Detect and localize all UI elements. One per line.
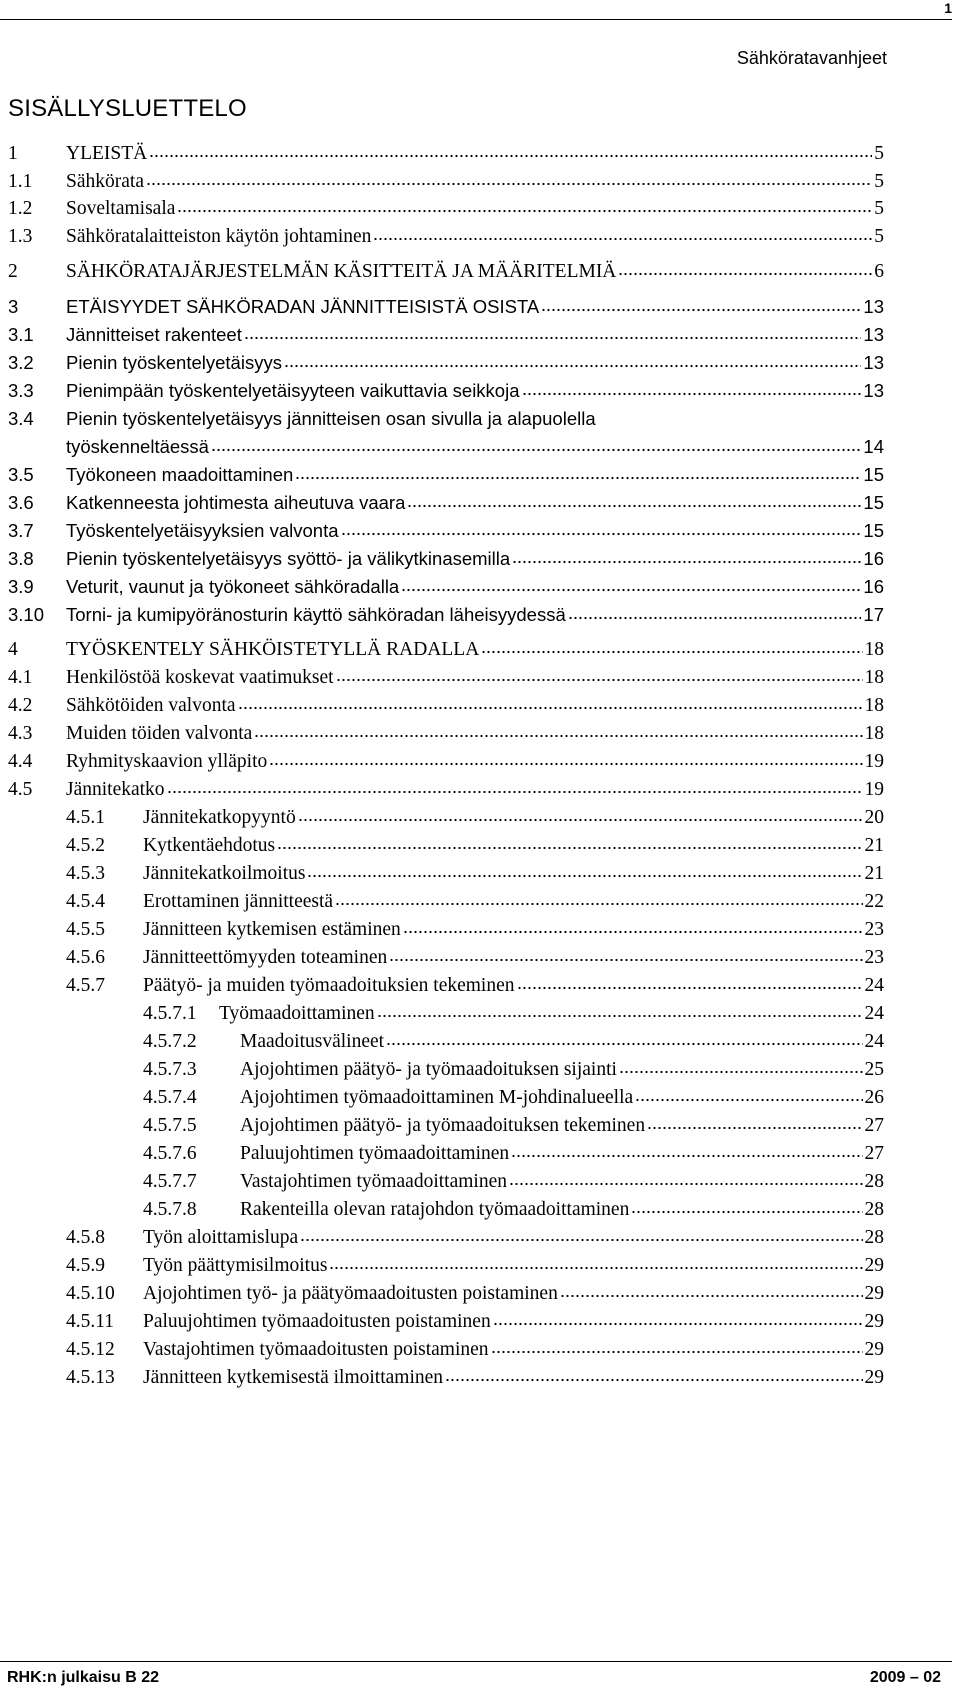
toc-dot-leader <box>522 390 862 396</box>
toc-entry-title: Sähköratalaitteiston käytön johtaminen <box>66 226 372 247</box>
toc-dot-leader <box>389 956 862 962</box>
toc-entry[interactable] <box>0 832 960 860</box>
toc-entry-number: 1.2 <box>8 198 33 219</box>
toc-entry-number: 4.5.7.6 <box>143 1143 197 1164</box>
toc-entry[interactable] <box>0 720 960 748</box>
toc-dot-leader <box>277 844 862 850</box>
toc-entry-title: YLEISTÄ <box>66 143 148 164</box>
toc-entry-page: 29 <box>864 1283 884 1304</box>
toc-entry-title: työskenneltäessä <box>66 436 209 457</box>
toc-entry-title: Sähkötöiden valvonta <box>66 695 236 716</box>
toc-entry-page: 18 <box>864 695 884 716</box>
footer-date: 2009 – 02 <box>869 1669 941 1686</box>
toc-entry[interactable] <box>0 1112 960 1140</box>
toc-entry-number: 3.8 <box>8 548 34 569</box>
toc-entry-page: 13 <box>863 324 884 345</box>
toc-entry-number: 3.3 <box>8 380 34 401</box>
toc-entry-page: 16 <box>863 576 884 597</box>
toc-entry-number: 3 <box>8 296 19 317</box>
toc-dot-leader <box>329 1264 862 1270</box>
toc-dot-leader <box>244 334 862 340</box>
toc-entry[interactable] <box>0 140 960 168</box>
toc-entry-title: Vastajohtimen työmaadoittaminen <box>240 1171 507 1192</box>
toc-entry-title: Maadoitusvälineet <box>240 1031 385 1052</box>
toc-dot-leader <box>481 648 862 654</box>
toc-entry-number: 3.9 <box>8 576 34 597</box>
toc-dot-leader <box>300 1236 862 1242</box>
toc-dot-leader <box>373 235 872 241</box>
toc-entry-title: ETÄISYYDET SÄHKÖRADAN JÄNNITTEISISTÄ OSISTA <box>66 296 540 317</box>
toc-entry-title: Pienin työskentelyetäisyys <box>66 352 282 373</box>
toc-entry-title: Jännitteettömyyden toteaminen <box>143 947 388 968</box>
toc-heading: SISÄLLYSLUETTELO <box>8 95 247 122</box>
toc-entry-title: Muiden töiden valvonta <box>66 723 253 744</box>
toc-entry-title: Pienimpään työskentelyetäisyyteen vaikuttavia seikkoja <box>66 380 520 401</box>
toc-entry-page: 28 <box>864 1171 884 1192</box>
toc-dot-leader <box>635 1096 862 1102</box>
toc-entry-number: 4.5.11 <box>66 1311 115 1332</box>
toc-entry-number: 4.5.7.3 <box>143 1059 197 1080</box>
toc-entry-title: Jännitteen kytkemisen estäminen <box>143 919 401 940</box>
toc-entry-title: Soveltamisala <box>66 198 176 219</box>
toc-entry-number: 2 <box>8 261 18 282</box>
toc-dot-leader <box>254 732 862 738</box>
toc-entry-page: 13 <box>863 296 884 317</box>
toc-entry-number: 4.3 <box>8 723 33 744</box>
toc-entry-number: 4.2 <box>8 695 33 716</box>
header-rule <box>0 19 952 20</box>
toc-entry-number: 4.5.9 <box>66 1255 105 1276</box>
toc-entry-title: Työn päättymisilmoitus <box>143 1255 328 1276</box>
toc-entry-page: 29 <box>864 1255 884 1276</box>
toc-entry-title: Pienin työskentelyetäisyys jännitteisen osan sivulla ja alapuolella <box>66 408 596 429</box>
toc-dot-leader <box>298 816 863 822</box>
toc-entry-number: 4 <box>8 639 18 660</box>
toc-entry-page: 21 <box>864 863 884 884</box>
toc-entry-title: Torni- ja kumipyöränosturin käyttö sähköradan läheisyydessä <box>66 604 566 625</box>
toc-entry-page: 5 <box>874 198 884 219</box>
toc-dot-leader <box>445 1376 862 1382</box>
toc-dot-leader <box>336 676 863 682</box>
toc-entry-page: 13 <box>863 352 884 373</box>
toc-entry-title: Jännitteen kytkemisestä ilmoittaminen <box>143 1367 444 1388</box>
toc-entry-title: Jännitekatkoilmoitus <box>143 863 306 884</box>
toc-entry-title: Henkilöstöä koskevat vaatimukset <box>66 667 334 688</box>
toc-entry-title: Jännitekatko <box>66 779 165 800</box>
toc-entry-number: 1.3 <box>8 226 33 247</box>
toc-entry-number: 4.5.7.7 <box>143 1171 197 1192</box>
toc-entry-number: 4.4 <box>8 751 33 772</box>
toc-dot-leader <box>647 1124 862 1130</box>
toc-entry-number: 3.10 <box>8 604 45 625</box>
toc-entry-number: 1 <box>8 143 18 164</box>
toc-dot-leader <box>619 1068 863 1074</box>
toc-dot-leader <box>509 1180 863 1186</box>
toc-entry-title: Työkoneen maadoittaminen <box>66 464 294 485</box>
toc-entry-number: 4.5.7.4 <box>143 1087 197 1108</box>
toc-entry-title: Veturit, vaunut ja työkoneet sähköradalla <box>66 576 400 597</box>
toc-entry-number: 4.5.6 <box>66 947 105 968</box>
toc-entry[interactable] <box>0 692 960 720</box>
toc-entry[interactable] <box>0 377 960 405</box>
toc-entry-number: 3.1 <box>8 324 34 345</box>
toc-entry[interactable] <box>0 1252 960 1280</box>
toc-dot-leader <box>386 1040 862 1046</box>
toc-entry-title: Sähkörata <box>66 171 144 192</box>
toc-entry[interactable] <box>0 1280 960 1308</box>
toc-entry[interactable] <box>0 1224 960 1252</box>
toc-entry-page: 19 <box>864 779 884 800</box>
toc-entry-page: 15 <box>863 464 884 485</box>
toc-entry-title: Ajojohtimen työmaadoittaminen M-johdinalueella <box>240 1087 634 1108</box>
toc-entry-page: 21 <box>864 835 884 856</box>
toc-entry-title: TYÖSKENTELY SÄHKÖISTETYLLÄ RADALLA <box>66 639 480 660</box>
toc-entry-page: 14 <box>863 436 884 457</box>
toc-entry-page: 26 <box>864 1087 884 1108</box>
toc-entry-page: 19 <box>864 751 884 772</box>
toc-entry[interactable] <box>0 636 960 664</box>
toc-entry-number: 4.5.7 <box>66 975 105 996</box>
toc-entry-title: Ajojohtimen työ- ja päätyömaadoitusten poistaminen <box>143 1283 558 1304</box>
toc-entry-page: 27 <box>864 1143 884 1164</box>
toc-entry-number: 4.5.5 <box>66 919 105 940</box>
toc-entry-title: Työmaadoittaminen <box>219 1003 375 1024</box>
toc-entry[interactable] <box>0 293 960 321</box>
toc-entry[interactable] <box>0 944 960 972</box>
toc-entry-title: Erottaminen jännitteestä <box>143 891 334 912</box>
toc-entry-number: 3.4 <box>8 408 34 429</box>
toc-entry-number: 4.5 <box>8 779 33 800</box>
toc-entry-title: Työn aloittamislupa <box>143 1227 299 1248</box>
toc-dot-leader <box>269 760 862 766</box>
toc-entry-title: Päätyö- ja muiden työmaadoituksien tekeminen <box>143 975 515 996</box>
toc-entry-title: Paluujohtimen työmaadoitusten poistaminen <box>143 1311 491 1332</box>
toc-entry-number: 4.5.2 <box>66 835 105 856</box>
toc-entry-page: 5 <box>874 226 884 247</box>
toc-dot-leader <box>568 614 862 620</box>
toc-entry[interactable] <box>0 489 960 517</box>
toc-entry-number: 4.5.10 <box>66 1283 115 1304</box>
toc-entry-number: 4.5.12 <box>66 1339 115 1360</box>
toc-entry[interactable] <box>0 1000 960 1028</box>
toc-entry-page: 29 <box>864 1367 884 1388</box>
toc-entry-page: 16 <box>863 548 884 569</box>
toc-entry-page: 5 <box>874 171 884 192</box>
toc-dot-leader <box>631 1208 862 1214</box>
toc-entry[interactable] <box>0 1168 960 1196</box>
toc-dot-leader <box>335 900 862 906</box>
toc-entry-page: 17 <box>863 604 884 625</box>
toc-entry[interactable] <box>0 223 960 251</box>
toc-entry[interactable] <box>0 916 960 944</box>
toc-entry[interactable] <box>0 1364 960 1392</box>
toc-entry-page: 28 <box>864 1227 884 1248</box>
toc-entry-page: 25 <box>864 1059 884 1080</box>
toc-entry-title: Vastajohtimen työmaadoitusten poistaminen <box>143 1339 489 1360</box>
toc-entry-page: 13 <box>863 380 884 401</box>
toc-entry-title: SÄHKÖRATAJÄRJESTELMÄN KÄSITTEITÄ JA MÄÄRITELMIÄ <box>66 261 617 282</box>
toc-entry[interactable] <box>0 1336 960 1364</box>
toc-entry-title: Katkenneesta johtimesta aiheutuva vaara <box>66 492 406 513</box>
toc-dot-leader <box>401 586 861 592</box>
toc-dot-leader <box>177 207 872 213</box>
toc-entry-number: 3.6 <box>8 492 34 513</box>
footer-rule <box>0 1661 952 1662</box>
toc-dot-leader <box>517 984 863 990</box>
toc-entry-number: 4.5.8 <box>66 1227 105 1248</box>
toc-entry-page: 23 <box>864 919 884 940</box>
toc-entry-number: 1.1 <box>8 171 33 192</box>
toc-entry[interactable] <box>0 461 960 489</box>
toc-entry-number: 4.5.13 <box>66 1367 115 1388</box>
toc-entry-page: 24 <box>864 1031 884 1052</box>
toc-dot-leader <box>512 558 861 564</box>
toc-entry-number: 4.5.7.2 <box>143 1031 197 1052</box>
toc-entry[interactable] <box>0 517 960 545</box>
toc-entry[interactable] <box>0 860 960 888</box>
toc-entry[interactable] <box>0 1140 960 1168</box>
page-number: 1 <box>944 0 952 16</box>
toc-entry-page: 24 <box>864 1003 884 1024</box>
toc-entry[interactable] <box>0 349 960 377</box>
toc-dot-leader <box>167 788 863 794</box>
toc-entry-number: 4.5.7.1 <box>143 1003 197 1024</box>
toc-dot-leader <box>511 1152 862 1158</box>
toc-dot-leader <box>407 502 861 508</box>
toc-dot-leader <box>541 306 861 312</box>
toc-entry[interactable] <box>0 972 960 1000</box>
toc-entry-number: 4.5.7.5 <box>143 1115 197 1136</box>
toc-entry[interactable] <box>0 258 960 286</box>
toc-entry-page: 18 <box>864 723 884 744</box>
toc-entry-title: Rakenteilla olevan ratajohdon työmaadoittaminen <box>240 1199 630 1220</box>
toc-entry-number: 3.7 <box>8 520 34 541</box>
toc-entry[interactable] <box>0 804 960 832</box>
toc-entry-page: 29 <box>864 1339 884 1360</box>
toc-entry-number: 4.5.7.8 <box>143 1199 197 1220</box>
toc-entry-page: 6 <box>874 261 884 282</box>
toc-entry-title: Kytkentäehdotus <box>143 835 276 856</box>
toc-entry-title: Ryhmityskaavion ylläpito <box>66 751 268 772</box>
toc-entry[interactable] <box>0 1196 960 1224</box>
toc-entry-title: Jännitekatkopyyntö <box>143 807 296 828</box>
toc-entry[interactable] <box>0 1308 960 1336</box>
toc-entry[interactable] <box>0 195 960 223</box>
toc-entry[interactable] <box>0 888 960 916</box>
toc-entry-page: 23 <box>864 947 884 968</box>
toc-entry[interactable] <box>0 1028 960 1056</box>
toc-dot-leader <box>284 362 861 368</box>
toc-dot-leader <box>146 180 872 186</box>
toc-entry-number: 4.5.1 <box>66 807 105 828</box>
toc-entry-page: 22 <box>864 891 884 912</box>
toc-entry-number: 3.2 <box>8 352 34 373</box>
toc-dot-leader <box>403 928 863 934</box>
toc-entry-page: 24 <box>864 975 884 996</box>
toc-dot-leader <box>618 270 872 276</box>
toc-dot-leader <box>149 152 872 158</box>
toc-dot-leader <box>491 1348 863 1354</box>
toc-entry[interactable] <box>0 776 960 804</box>
toc-entry-number: 3.5 <box>8 464 34 485</box>
toc-entry[interactable] <box>0 573 960 601</box>
toc-dot-leader <box>341 530 862 536</box>
toc-dot-leader <box>493 1320 863 1326</box>
toc-entry-page: 5 <box>874 143 884 164</box>
toc-entry-title: Ajojohtimen päätyö- ja työmaadoituksen tekeminen <box>240 1115 646 1136</box>
toc-entry-page: 20 <box>864 807 884 828</box>
toc-entry[interactable] <box>0 321 960 349</box>
toc-entry[interactable] <box>0 748 960 776</box>
toc-entry[interactable] <box>0 433 960 461</box>
toc-dot-leader <box>238 704 863 710</box>
toc-entry[interactable] <box>0 1084 960 1112</box>
toc-entry-title: Työskentelyetäisyyksien valvonta <box>66 520 339 541</box>
toc-entry-page: 29 <box>864 1311 884 1332</box>
toc-entry[interactable] <box>0 168 960 196</box>
toc-dot-leader <box>560 1292 863 1298</box>
toc-entry-page: 28 <box>864 1199 884 1220</box>
toc-entry-page: 27 <box>864 1115 884 1136</box>
toc-entry-page: 18 <box>864 667 884 688</box>
footer-publication: RHK:n julkaisu B 22 <box>7 1669 160 1686</box>
toc-entry-title: Ajojohtimen päätyö- ja työmaadoituksen sijainti <box>240 1059 617 1080</box>
toc-dot-leader <box>377 1012 863 1018</box>
toc-entry-page: 15 <box>863 492 884 513</box>
toc-entry-title: Pienin työskentelyetäisyys syöttö- ja välikytkinasemilla <box>66 548 511 569</box>
toc-entry-number: 4.5.3 <box>66 863 105 884</box>
toc-entry-number: 4.5.4 <box>66 891 105 912</box>
toc-entry-page: 15 <box>863 520 884 541</box>
toc-entry-title: Jännitteiset rakenteet <box>66 324 242 345</box>
toc-entry-number: 4.1 <box>8 667 33 688</box>
toc-dot-leader <box>295 474 861 480</box>
running-header-title: Sähköratavanhjeet <box>736 48 887 68</box>
toc-entry[interactable] <box>0 601 960 629</box>
toc-entry[interactable] <box>0 1056 960 1084</box>
toc-entry[interactable] <box>0 664 960 692</box>
toc-dot-leader <box>211 446 861 452</box>
toc-dot-leader <box>307 872 862 878</box>
toc-entry[interactable] <box>0 545 960 573</box>
toc-entry[interactable] <box>0 405 960 433</box>
toc-entry-page: 18 <box>864 639 884 660</box>
toc-entry-title: Paluujohtimen työmaadoittaminen <box>240 1143 510 1164</box>
